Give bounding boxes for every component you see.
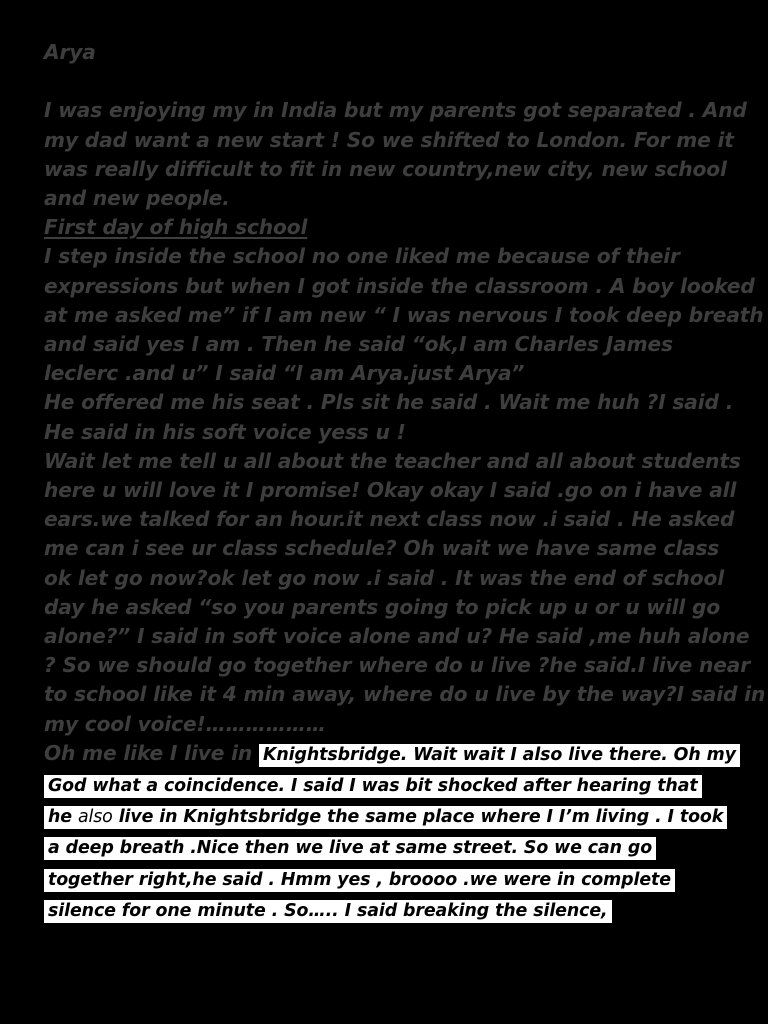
highlighted-text: a deep breath .Nice then we live at same street. So we can go bbox=[44, 837, 656, 860]
story-title: Arya bbox=[44, 40, 96, 64]
body-line: here u will love it I promise! Okay okay I said .go on i have all bbox=[44, 478, 737, 503]
intro-line: I was enjoying my in India but my parents got separated . And bbox=[44, 98, 747, 123]
body-line: my cool voice!……………… bbox=[44, 711, 326, 736]
body-line: and said yes I am . Then he said “ok,I am Charles James bbox=[44, 332, 673, 357]
story-text bbox=[44, 38, 766, 926]
body-line: day he asked “so you parents going to pick up u or u will go bbox=[44, 594, 721, 619]
highlighted-text: together right,he said . Hmm yes , broooo .we were in complete bbox=[44, 869, 675, 892]
body-line: ok let go now?ok let go now .i said . It was the end of school bbox=[44, 565, 724, 590]
intro-line: was really difficult to fit in new country,new city, new school bbox=[44, 156, 727, 181]
body-line: ? So we should go together where do u live ?he said.I live near bbox=[44, 653, 751, 678]
highlighted-line bbox=[44, 801, 744, 832]
highlight-also: also bbox=[77, 807, 113, 828]
highlighted-text: Knightsbridge. Wait wait I also live there. Oh my bbox=[259, 744, 740, 767]
body-line: He offered me his seat . Pls sit he said . Wait me huh ?I said . bbox=[44, 390, 734, 415]
body-line: expressions but when I got inside the classroom . A boy looked bbox=[44, 273, 755, 298]
intro-line: and new people. bbox=[44, 186, 230, 210]
highlighted-line bbox=[44, 864, 744, 895]
blank-line bbox=[44, 67, 744, 96]
body-line: ears.we talked for an hour.it next class now .i said . He asked bbox=[44, 507, 735, 532]
body-line: leclerc .and u” I said “I am Arya.just Arya” bbox=[44, 361, 525, 386]
body-line: I step inside the school no one liked me because of their bbox=[44, 244, 680, 269]
body-line: alone?” I said in soft voice alone and u? He said ,me huh alone bbox=[44, 624, 750, 649]
body-line: He said in his soft voice yess u ! bbox=[44, 419, 406, 444]
body-line: at me asked me” if I am new “ I was nervous I took deep breath bbox=[44, 302, 764, 327]
body-line: to school like it 4 min away, where do u live by the way?I said in bbox=[44, 682, 766, 707]
intro-line: my dad want a new start ! So we shifted to London. For me it bbox=[44, 127, 734, 152]
highlighted-text bbox=[44, 806, 727, 829]
highlighted-text: silence for one minute . So….. I said breaking the silence, bbox=[44, 900, 612, 923]
highlighted-text: God what a coincidence. I said I was bit shocked after hearing that bbox=[44, 775, 702, 798]
mixed-line bbox=[44, 739, 744, 770]
body-line: Wait let me tell u all about the teacher and all about students bbox=[44, 448, 741, 473]
highlighted-line bbox=[44, 832, 744, 863]
highlight-he-rest: live in Knightsbridge the same place where I I’m living . I took bbox=[112, 807, 724, 828]
highlight-he: he bbox=[48, 807, 78, 828]
highlighted-line bbox=[44, 770, 744, 801]
section-heading: First day of high school bbox=[44, 215, 308, 240]
mixed-line-prefix: Oh me like I live in bbox=[44, 740, 260, 765]
highlighted-line bbox=[44, 895, 744, 926]
body-line: me can i see ur class schedule? Oh wait we have same class bbox=[44, 536, 720, 561]
